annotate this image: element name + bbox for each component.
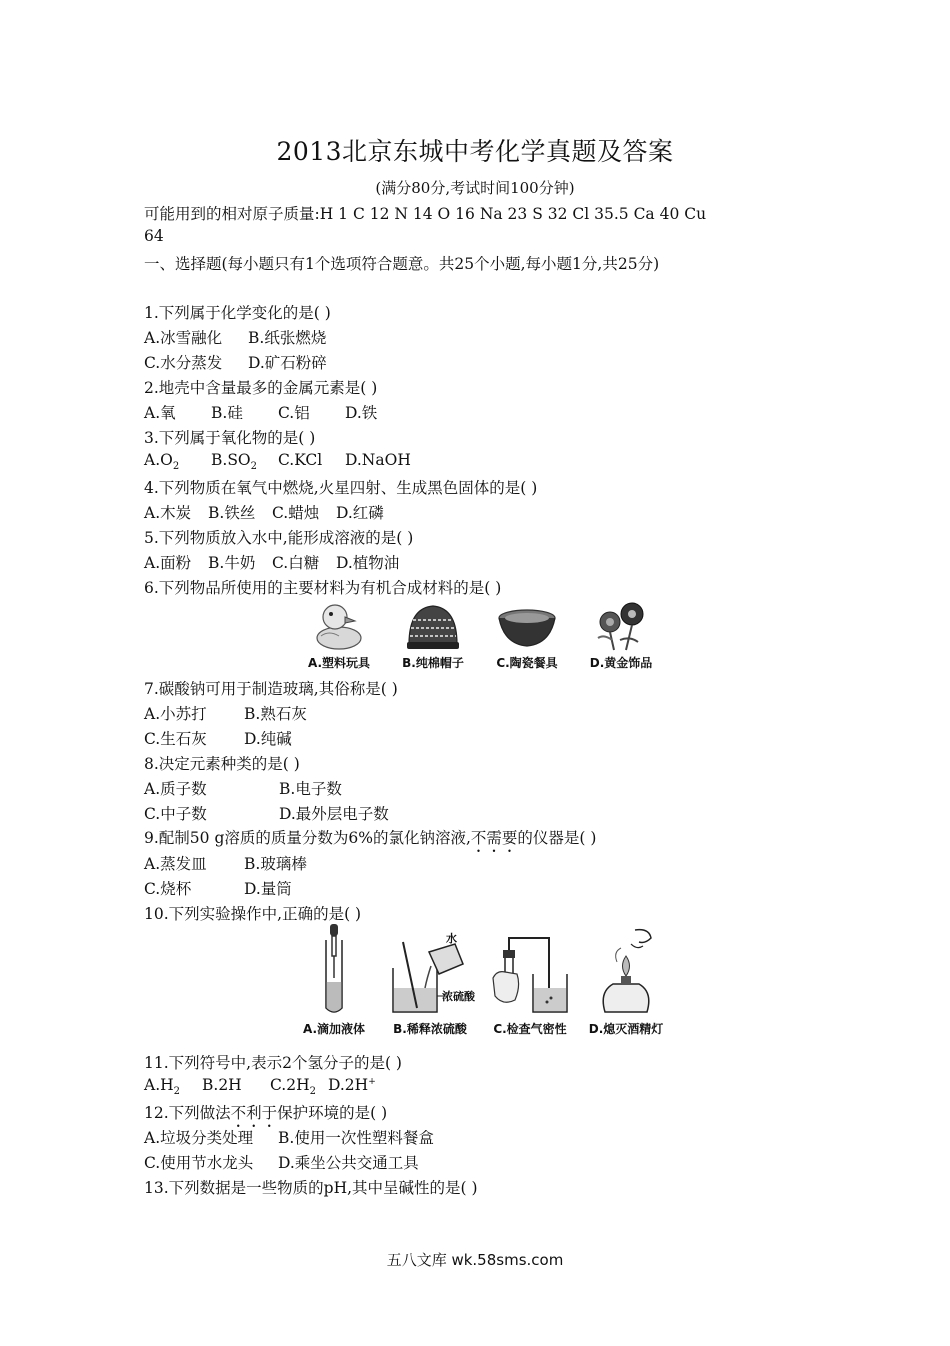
option-d: D.矿石粉碎	[248, 354, 327, 372]
option-a: A.蒸发皿	[144, 855, 207, 873]
option-d: D.纯碱	[244, 730, 292, 748]
figure-cotton-hat	[386, 600, 480, 671]
question-6-stem: 6.下列物品所使用的主要材料为有机合成材料的是( )	[144, 579, 502, 597]
option-c: C.生石灰	[144, 730, 207, 748]
option-a: A.木炭	[144, 504, 192, 522]
option-d: D.量筒	[244, 880, 292, 898]
duck-icon	[309, 600, 369, 652]
bowl-icon	[496, 600, 558, 652]
figure-plastic-toy	[292, 600, 386, 671]
option-b: B.电子数	[279, 780, 342, 798]
option-a: $A.O_2$	[144, 451, 180, 473]
question-1-options-ab	[144, 326, 326, 348]
question-2-options	[144, 401, 377, 423]
alcohol-lamp-icon	[591, 922, 661, 1018]
option-d: D.最外层电子数	[279, 805, 389, 823]
figure-gold-jewelry	[574, 600, 668, 671]
caption-b: B.稀释浓硫酸	[393, 1022, 467, 1036]
flower-ornament-icon	[590, 600, 652, 652]
figure-ceramic-bowl	[480, 600, 574, 671]
option-c: C.中子数	[144, 805, 207, 823]
question-8-options-cd	[144, 802, 389, 824]
option-d: D.植物油	[336, 554, 400, 572]
question-2-stem: 2.地壳中含量最多的金属元素是( )	[144, 379, 378, 397]
label-concentrated-acid: 浓硫酸	[442, 990, 475, 1003]
question-11-options	[144, 1076, 376, 1097]
question-10-stem: 10.下列实验操作中,正确的是( )	[144, 905, 362, 923]
caption-b: B.纯棉帽子	[402, 656, 464, 670]
option-a: A.面粉	[144, 554, 192, 572]
question-8-stem: 8.决定元素种类的是( )	[144, 755, 300, 773]
caption-a: A.滴加液体	[302, 1022, 366, 1036]
option-c: C.铝	[278, 404, 310, 422]
question-12-options-cd	[144, 1151, 419, 1173]
section-heading: 一、选择题(每小题只有1个选项符合题意。共25个小题,每小题1分,共25分)	[144, 255, 660, 273]
question-9-options-cd	[144, 877, 292, 899]
question-3-stem: 3.下列属于氧化物的是( )	[144, 429, 316, 447]
question-3-options	[144, 451, 411, 472]
option-a: A.氧	[144, 404, 176, 422]
option-d: D.乘坐公共交通工具	[278, 1154, 419, 1172]
question-8-options-ab	[144, 777, 342, 799]
option-c: C.烧杯	[144, 880, 192, 898]
page-subtitle: (满分80分,考试时间100分钟)	[375, 179, 575, 197]
page-title: 2013北京东城中考化学真题及答案	[276, 137, 674, 166]
question-12-options-ab	[144, 1126, 434, 1148]
question-5-options	[144, 551, 399, 573]
option-b: B.牛奶	[208, 554, 256, 572]
hat-icon	[403, 600, 463, 652]
caption-c: C.检查气密性	[493, 1022, 567, 1036]
option-d: D.2H+	[328, 1076, 376, 1094]
option-b: $B.SO_2$	[211, 451, 258, 473]
question-4-options	[144, 501, 384, 523]
question-12-stem: 12.下列做法不利于保护环境的是( )	[144, 1104, 388, 1122]
option-b: B.玻璃棒	[244, 855, 307, 873]
caption-c: C.陶瓷餐具	[496, 656, 558, 670]
atomic-mass-line-2: 64	[144, 227, 164, 245]
option-c: C.使用节水龙头	[144, 1154, 254, 1172]
figure-dilute-acid	[380, 922, 480, 1037]
option-c: C.KCl	[278, 451, 323, 469]
question-1-stem: 1.下列属于化学变化的是( )	[144, 304, 331, 322]
option-b: B.2H	[202, 1076, 242, 1094]
question-11-stem: 11.下列符号中,表示2个氢分子的是( )	[144, 1054, 402, 1072]
option-c: C.蜡烛	[272, 504, 320, 522]
option-d: D.铁	[345, 404, 378, 422]
dropper-test-tube-icon	[304, 922, 364, 1018]
caption-d: D.黄金饰品	[589, 656, 653, 670]
caption-a: A.塑料玩具	[307, 656, 371, 670]
option-b: B.纸张燃烧	[248, 329, 327, 347]
question-9-stem: 9.配制50 g溶质的质量分数为6%的氯化钠溶液,不需要的仪器是( )	[144, 829, 597, 847]
option-b: B.铁丝	[208, 504, 256, 522]
option-a: A.小苏打	[144, 705, 207, 723]
label-water: 水	[446, 932, 457, 945]
figure-extinguish-lamp	[580, 922, 672, 1037]
atomic-mass-line-1: 可能用到的相对原子质量:H 1 C 12 N 14 O 16 Na 23 S 32 Cl 35.5 Ca 40 Cu	[144, 205, 707, 223]
airtightness-apparatus-icon	[487, 922, 573, 1018]
question-10-figures	[288, 922, 672, 1037]
question-4-stem: 4.下列物质在氧气中燃烧,火星四射、生成黑色固体的是( )	[144, 479, 538, 497]
emphasis-text: 不需要	[470, 829, 518, 847]
option-a: A.冰雪融化	[144, 329, 223, 347]
figure-check-airtightness	[480, 922, 580, 1037]
question-5-stem: 5.下列物质放入水中,能形成溶液的是( )	[144, 529, 414, 547]
question-7-options-cd	[144, 727, 292, 749]
option-c: C.水分蒸发	[144, 354, 223, 372]
option-b: B.熟石灰	[244, 705, 307, 723]
question-1-options-cd	[144, 351, 327, 373]
option-a: $A.H_2$	[144, 1076, 181, 1098]
option-c: $C.2H_2$	[270, 1076, 316, 1098]
question-7-stem: 7.碳酸钠可用于制造玻璃,其俗称是( )	[144, 680, 398, 698]
footer-watermark: 五八文库 wk.58sms.com	[386, 1251, 564, 1269]
option-b: B.硅	[211, 404, 243, 422]
question-9-options-ab	[144, 852, 307, 874]
option-a: A.质子数	[144, 780, 207, 798]
question-13-stem: 13.下列数据是一些物质的pH,其中呈碱性的是( )	[144, 1179, 478, 1197]
option-b: B.使用一次性塑料餐盒	[278, 1129, 434, 1147]
option-a: A.垃圾分类处理	[144, 1129, 254, 1147]
question-7-options-ab	[144, 702, 307, 724]
option-d: D.红磷	[336, 504, 384, 522]
question-6-figures	[292, 600, 668, 671]
option-d: D.NaOH	[345, 451, 411, 469]
caption-d: D.熄灭酒精灯	[588, 1022, 664, 1036]
option-c: C.白糖	[272, 554, 320, 572]
emphasis-text: 不利于	[230, 1104, 278, 1122]
figure-drip-liquid	[288, 922, 380, 1037]
